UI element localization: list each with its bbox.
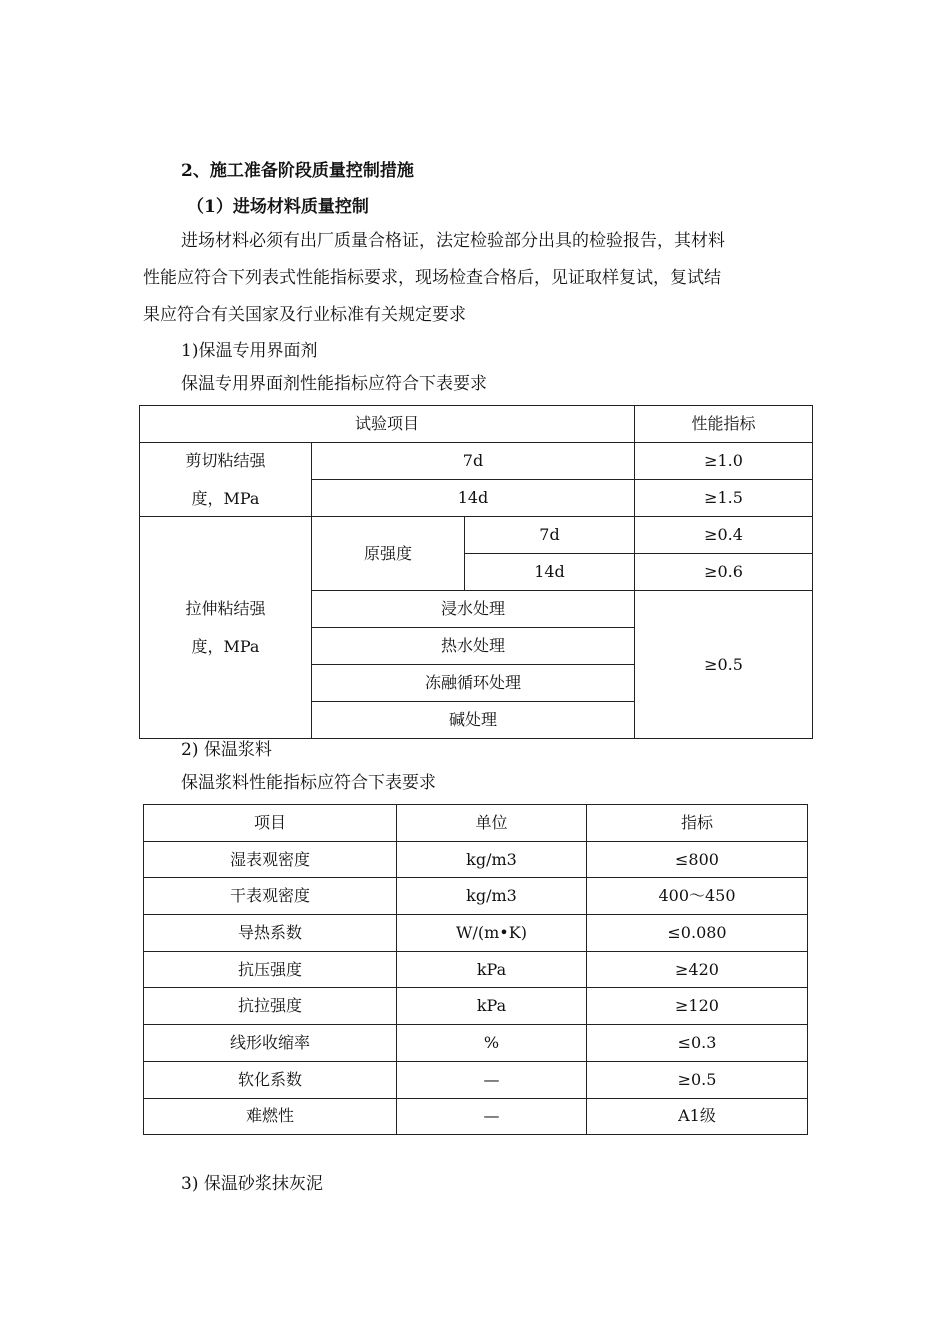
table-cell: 抗压强度: [144, 951, 397, 988]
table-header-cell: 性能指标: [635, 406, 813, 443]
table-cell: ≥1.0: [635, 443, 813, 480]
table-row: [144, 1061, 808, 1098]
table-cell: ≥420: [587, 951, 808, 988]
table-cell: 7d: [465, 517, 635, 554]
table-cell: —: [397, 1098, 587, 1135]
table-cell: 线形收缩率: [144, 1025, 397, 1062]
table-row: [140, 517, 813, 554]
table-cell: 冻融循环处理: [312, 665, 635, 702]
table-cell: ≤800: [587, 841, 808, 878]
interface-agent-table: [139, 405, 813, 739]
table-row: [144, 915, 808, 952]
insulation-slurry-table: [143, 804, 808, 1135]
section-heading: 2、施工准备阶段质量控制措施: [181, 161, 414, 181]
table-cell: 14d: [465, 554, 635, 591]
table-cell: 7d: [312, 443, 635, 480]
table-cell: ≥0.4: [635, 517, 813, 554]
table-cell: 难燃性: [144, 1098, 397, 1135]
item2-intro: 保温浆料性能指标应符合下表要求: [181, 773, 436, 793]
table-cell: kg/m3: [397, 841, 587, 878]
original-strength-label: 原强度: [312, 517, 465, 591]
table-cell: ≤0.3: [587, 1025, 808, 1062]
table-header-cell: 指标: [587, 805, 808, 842]
paragraph-line-2: 性能应符合下列表式性能指标要求，现场检查合格后，见证取样复试，复试结: [143, 268, 721, 288]
table-row: [140, 443, 813, 480]
shear-strength-label: [140, 443, 312, 517]
table-cell: W/(m•K): [397, 915, 587, 952]
table-cell: 14d: [312, 480, 635, 517]
shear-label-line-1: 剪切粘结强: [185, 450, 266, 470]
paragraph-line-1: 进场材料必须有出厂质量合格证，法定检验部分出具的检验报告，其材料: [181, 231, 725, 251]
tensile-label-line-2: 度，MPa: [191, 636, 260, 656]
table-cell: ≥120: [587, 988, 808, 1025]
table-row: [144, 1098, 808, 1135]
tensile-label-line-1: 拉伸粘结强: [185, 598, 266, 618]
table-cell: ≥0.6: [635, 554, 813, 591]
table-row: [144, 988, 808, 1025]
shear-label-line-2: 度，MPa: [191, 488, 260, 508]
table-row: [144, 841, 808, 878]
table-cell: 干表观密度: [144, 878, 397, 915]
table-cell: 碱处理: [312, 702, 635, 739]
table-header-cell: 试验项目: [140, 406, 635, 443]
table-cell: kg/m3: [397, 878, 587, 915]
item3-title: 3) 保温砂浆抹灰泥: [181, 1174, 323, 1194]
table-row: [144, 951, 808, 988]
sub-heading: （1）进场材料质量控制: [187, 197, 369, 217]
table-cell: 抗拉强度: [144, 988, 397, 1025]
table-cell: 导热系数: [144, 915, 397, 952]
table-cell: 400～450: [587, 878, 808, 915]
tensile-strength-label: [140, 517, 312, 739]
table-cell: 软化系数: [144, 1061, 397, 1098]
table-cell: kPa: [397, 951, 587, 988]
treatment-value-cell: ≥0.5: [635, 591, 813, 739]
table-header-cell: 单位: [397, 805, 587, 842]
table-cell: 热水处理: [312, 628, 635, 665]
table-header-cell: 项目: [144, 805, 397, 842]
table-cell: ≤0.080: [587, 915, 808, 952]
table-cell: kPa: [397, 988, 587, 1025]
table-cell: —: [397, 1061, 587, 1098]
table-row: [144, 878, 808, 915]
table-cell: A1级: [587, 1098, 808, 1135]
table-row: [140, 406, 813, 443]
table-cell: %: [397, 1025, 587, 1062]
table-cell: 浸水处理: [312, 591, 635, 628]
item1-title: 1)保温专用界面剂: [181, 341, 318, 361]
table-cell: ≥1.5: [635, 480, 813, 517]
item2-title: 2) 保温浆料: [181, 740, 272, 760]
paragraph-line-3: 果应符合有关国家及行业标准有关规定要求: [143, 305, 466, 325]
table-header-row: [144, 805, 808, 842]
item1-intro: 保温专用界面剂性能指标应符合下表要求: [181, 374, 487, 394]
table-row: [144, 1025, 808, 1062]
table-cell: ≥0.5: [587, 1061, 808, 1098]
table-cell: 湿表观密度: [144, 841, 397, 878]
